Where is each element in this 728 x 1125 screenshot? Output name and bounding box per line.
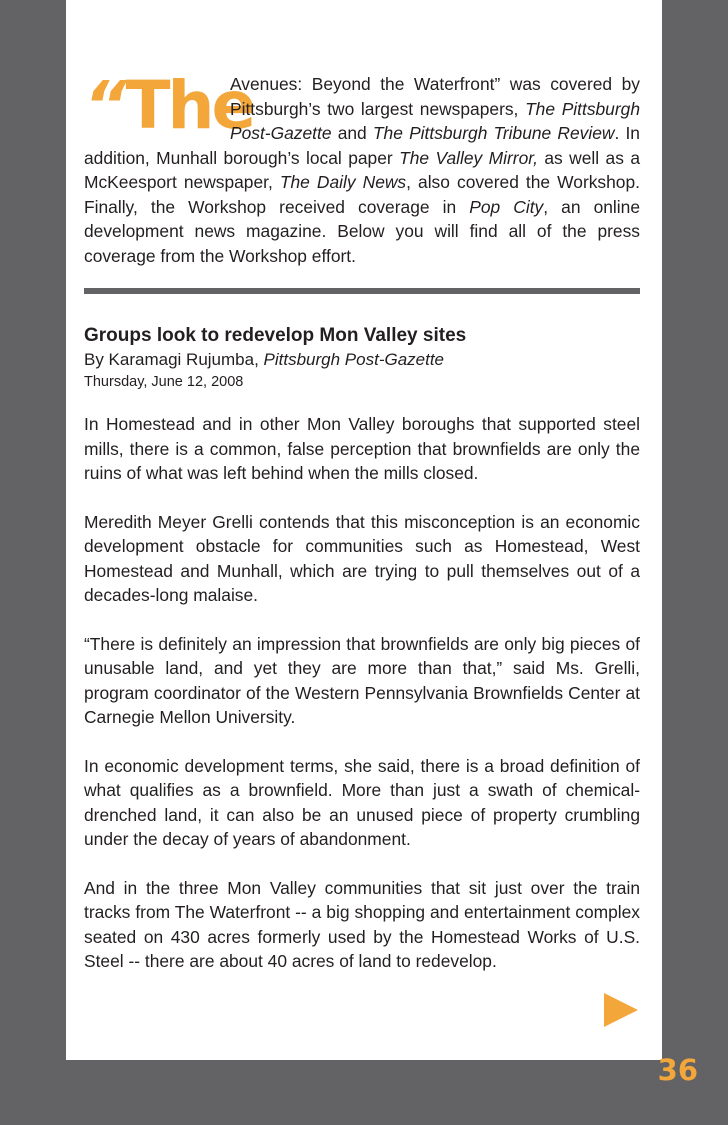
intro-text: , an online development news magazine. Below you will find all of the press coverage from the Workshop effort. (84, 196, 640, 266)
article-paragraph: In economic development terms, she said, there is a broad definition of what qualifies as a brownfield. More than just a swath of chemical-drenched land, it can also be an unused piece of property crumbling under the decay of years of abandonment. (84, 755, 640, 849)
article-byline (84, 348, 640, 371)
intro-text: . In addition, Munhall borough’s local paper (84, 123, 640, 168)
page-content (84, 67, 640, 998)
intro-section (84, 67, 640, 268)
article-paragraph: In Homestead and in other Mon Valley boroughs that supported steel mills, there is a common, false perception that brownfields are only the ruins of what was left behind when the mills closed. (84, 414, 640, 483)
document-page (66, 0, 662, 1060)
intro-text: as well as a McKeesport newspaper, (84, 147, 640, 192)
article-paragraph: “There is definitely an impression that brownfields are only big pieces of unusable land, and yet they are more than that,” said Ms. Grelli, program coordinator of the Western Pennsylvania Brownfields Center at Carnegie Mellon University. (84, 633, 640, 727)
intro-text: Avenues: Beyond the Waterfront” was covered by Pittsburgh’s two largest newspapers, (230, 74, 640, 119)
article-paragraph: Meredith Meyer Grelli contends that this misconception is an economic development obstacle for communities such as Homestead, West Homestead and Munhall, which are trying to pull themselves out of a decades-long malaise. (84, 511, 640, 605)
section-divider (84, 288, 640, 294)
next-page-arrow-icon[interactable] (604, 993, 638, 1027)
drop-cap-quote: “ (84, 67, 124, 144)
intro-text: , also covered the Workshop. Finally, the Workshop received coverage in (84, 172, 640, 217)
article-date: Thursday, June 12, 2008 (84, 374, 244, 390)
byline-paper: Pittsburgh Post-Gazette (263, 350, 445, 369)
article-headline: Groups look to redevelop Mon Valley sites (84, 325, 467, 346)
drop-cap-word: The (125, 67, 254, 144)
intro-paper-valley-mirror: The Valley Mirror, (399, 147, 538, 168)
intro-paper-tribune-review: The Pittsburgh Tribune Review (372, 123, 615, 143)
intro-paper-daily-news: The Daily News (279, 172, 407, 192)
intro-text: and (331, 123, 373, 143)
page-number: 36 (657, 1053, 698, 1087)
intro-paper-pop-city: Pop City (469, 196, 544, 217)
byline-author: By Karamagi Rujumba, (84, 350, 264, 369)
article-paragraph: And in the three Mon Valley communities that sit just over the train tracks from The Waterfront -- a big shopping and entertainment complex seated on 430 acres formerly used by the Homestead Works of U.S. Steel -- there are about 40 acres of land to redevelop. (84, 877, 640, 971)
intro-paper-post-gazette: The Pittsburgh Post-Gazette (230, 98, 640, 143)
drop-cap (84, 67, 254, 144)
